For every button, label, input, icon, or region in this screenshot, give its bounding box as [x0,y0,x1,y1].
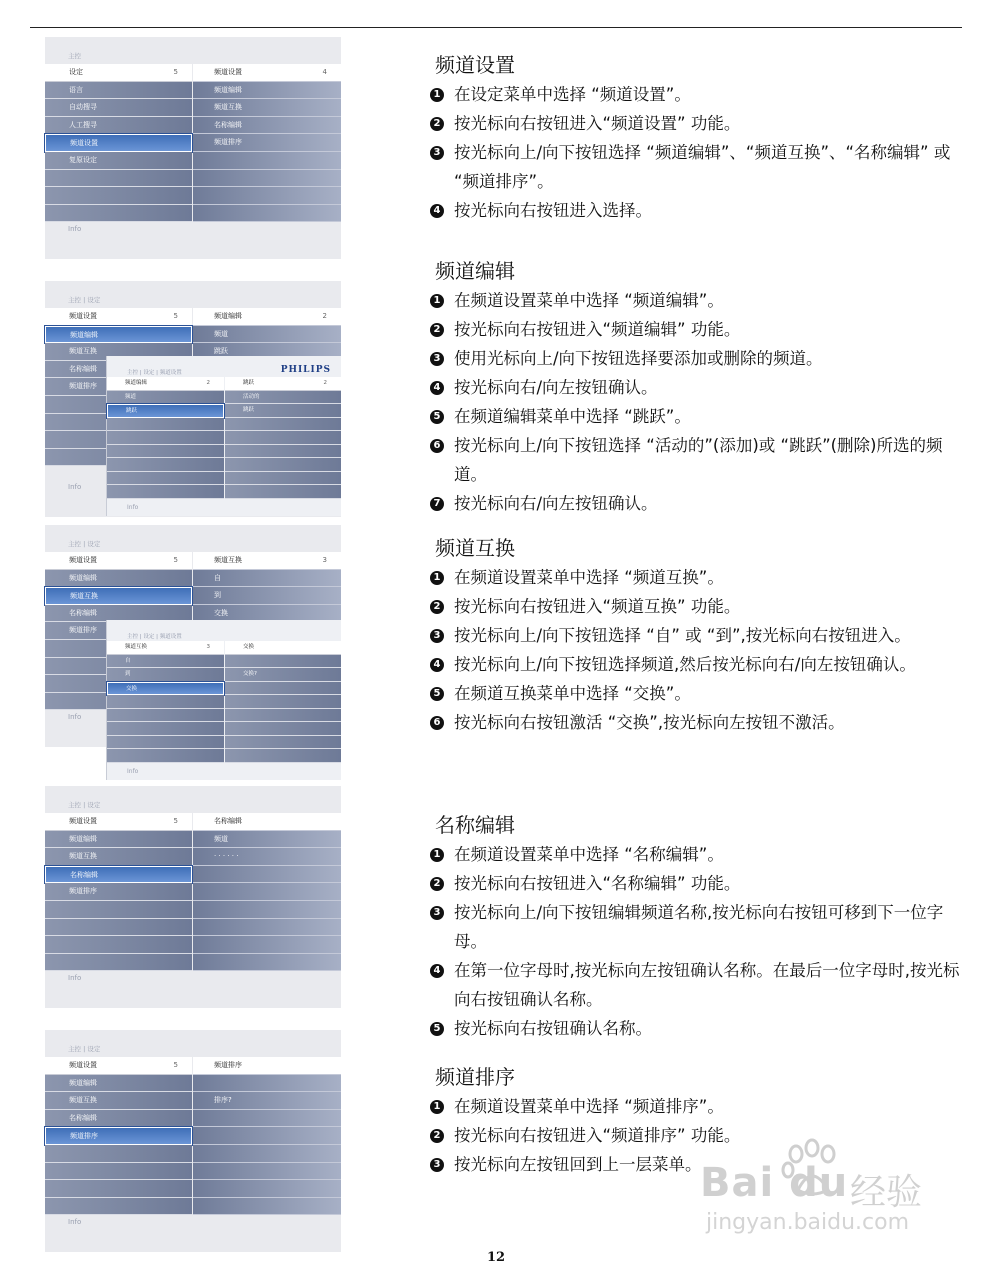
step-text: 按光标向右按钮进入“频道排序” 功能。 [454,1126,741,1145]
step-list [430,563,960,737]
menu-info-label: Info [68,974,82,982]
menu-item[interactable] [45,170,192,188]
step-text: 按光标向上/向下按钮选择频道,然后按光标向右/向左按钮确认。 [454,655,916,674]
step-text: 按光标向上/向下按钮选择 “频道编辑”、“频道互换”、“名称编辑” 或 “频道排序”。 [454,143,951,191]
overlay-info-label: Info [127,768,139,775]
menu-item[interactable]: 跳跃 [193,343,341,361]
menu-header [107,641,224,655]
right-menu-column [193,1057,341,1215]
overlay-breadcrumb: 主控 | 设定 | 频道设置 [127,634,182,640]
step-number-icon: 2 [430,323,444,337]
step-number-icon: 5 [430,687,444,701]
step-item [430,650,960,679]
step-number-icon: 1 [430,294,444,308]
step-text: 按光标向右按钮进入“名称编辑” 功能。 [454,874,741,893]
step-item [430,109,960,138]
step-number-icon: 1 [430,571,444,585]
step-number-icon: 1 [430,848,444,862]
instruction-section [430,533,960,737]
menu-item[interactable]: 频道 [107,391,224,405]
menu-header-count: 3 [322,556,327,564]
menu-header-title: 名称编辑 [214,817,242,825]
menu-info-label: Info [68,483,82,491]
menu-header-title: 交换 [243,644,255,650]
menu-item[interactable]: 频道排序 [45,883,192,901]
section-title: 频道排序 [435,1065,515,1089]
menu-item[interactable] [107,485,224,499]
step-number-icon: 3 [430,629,444,643]
menu-item[interactable]: 名称编辑 [193,117,341,135]
step-item [430,489,960,518]
step-text: 在频道设置菜单中选择 “频道互换”。 [454,568,724,587]
step-text: 使用光标向上/向下按钮选择要添加或删除的频道。 [454,349,823,368]
step-number-icon: 4 [430,658,444,672]
menu-item[interactable]: 频道排序 [45,622,192,640]
menu-header-title: 跳跃 [243,380,255,386]
menu-breadcrumb: 主控 [68,52,81,60]
menu-item-selected[interactable]: 频道互换 [45,587,192,605]
instruction-section [430,810,960,1043]
step-text: 在设定菜单中选择 “频道设置”。 [454,85,691,104]
menu-item[interactable] [193,187,341,205]
menu-header-title: 频道设置 [69,556,97,564]
right-menu-column [225,641,341,763]
menu-header-title: 频道编辑 [214,312,242,320]
tv-menu-screenshot [45,37,341,259]
menu-header [193,1057,341,1075]
step-number-icon: 6 [430,716,444,730]
tv-menu-screenshot [45,281,341,517]
step-item [430,956,960,1014]
menu-item[interactable]: 频道 [193,326,341,344]
section-title: 频道编辑 [435,259,515,283]
step-item [430,1014,960,1043]
step-item [430,840,960,869]
step-item [430,402,960,431]
step-item [430,315,960,344]
menu-item[interactable] [107,472,224,486]
step-item [430,898,960,956]
baidu-watermark [700,1140,940,1240]
menu-item[interactable] [225,749,341,763]
menu-item[interactable] [45,1198,192,1216]
step-text: 按光标向右按钮进入“频道编辑” 功能。 [454,320,741,339]
menu-item[interactable]: 活动的 [225,391,341,405]
menu-item[interactable] [193,1075,341,1093]
submenu-overlay [107,620,341,780]
menu-item[interactable]: 频道排序 [45,378,192,396]
menu-item[interactable] [225,458,341,472]
menu-info-label: Info [68,713,82,721]
menu-item[interactable]: 交换 [193,605,341,623]
instruction-section [430,50,960,225]
menu-header [225,641,341,655]
menu-item[interactable]: 自 [107,655,224,669]
step-text: 按光标向右按钮进入“频道设置” 功能。 [454,114,741,133]
menu-item[interactable] [193,205,341,223]
menu-item[interactable] [193,866,341,884]
step-number-icon: 5 [430,410,444,424]
menu-header [193,552,341,570]
menu-item[interactable] [193,883,341,901]
section-title: 频道设置 [435,53,515,77]
menu-item[interactable] [193,954,341,972]
step-item [430,286,960,315]
menu-item[interactable] [45,1145,192,1163]
menu-item[interactable]: 名称编辑 [45,605,192,623]
menu-item[interactable] [107,709,224,723]
menu-item[interactable] [193,1145,341,1163]
page-number: 12 [487,1250,506,1265]
step-text: 在频道编辑菜单中选择 “跳跃”。 [454,407,691,426]
tv-menu-screenshot [45,1030,341,1252]
tv-menu-screenshot [45,525,341,775]
step-text: 在频道设置菜单中选择 “频道排序”。 [454,1097,724,1116]
menu-item[interactable]: 频道编辑 [45,1075,192,1093]
step-item [430,563,960,592]
step-list [430,80,960,225]
step-text: 按光标向上/向下按钮选择 “活动的”(添加)或 “跳跃”(删除)所选的频道。 [454,436,943,484]
menu-header [193,64,341,82]
menu-item[interactable]: 排序? [193,1092,341,1110]
menu-item[interactable] [225,445,341,459]
menu-breadcrumb: 主控 | 设定 [68,540,101,548]
menu-item[interactable] [107,445,224,459]
step-number-icon: 2 [430,1129,444,1143]
menu-item[interactable] [193,1198,341,1216]
step-text: 在频道设置菜单中选择 “频道编辑”。 [454,291,724,310]
step-text: 按光标向上/向下按钮编辑频道名称,按光标向右按钮可移到下一位字母。 [454,903,944,951]
menu-header-count: 4 [322,68,327,76]
menu-item[interactable] [193,936,341,954]
menu-header [193,813,341,831]
menu-item[interactable] [193,1163,341,1181]
menu-item[interactable] [193,1180,341,1198]
step-item [430,1092,960,1121]
menu-item[interactable] [107,749,224,763]
menu-item[interactable] [45,936,192,954]
step-number-icon: 5 [430,1022,444,1036]
menu-item[interactable]: 频道互换 [45,343,192,361]
menu-item[interactable]: 到 [193,587,341,605]
step-text: 按光标向左按钮回到上一层菜单。 [454,1155,702,1174]
menu-item[interactable]: 自 [193,570,341,588]
step-item [430,869,960,898]
menu-header [45,813,192,831]
menu-header-title: 频道设置 [214,68,242,76]
menu-breadcrumb: 主控 | 设定 [68,801,101,809]
left-menu-column [107,377,224,499]
step-item [430,80,960,109]
menu-header-title: 频道互换 [125,644,148,650]
menu-item[interactable] [193,170,341,188]
menu-item-selected[interactable]: 跳跃 [107,404,224,418]
section-title: 频道互换 [435,536,515,560]
menu-item[interactable] [225,655,341,669]
menu-item[interactable]: 到 [107,668,224,682]
menu-header [193,308,341,326]
menu-item[interactable]: 频道编辑 [45,570,192,588]
step-text: 按光标向右按钮确认名称。 [454,1019,652,1038]
menu-header-title: 频道设置 [69,817,97,825]
right-menu-column [225,377,341,499]
step-number-icon: 7 [430,497,444,511]
step-number-icon: 3 [430,146,444,160]
watermark-logo-cn: 经验 [850,1172,923,1213]
menu-item[interactable]: 复原设定 [45,152,192,170]
menu-header-count: 2 [322,312,327,320]
menu-item[interactable] [225,472,341,486]
instruction-section [430,256,960,518]
menu-header-count: 2 [323,380,327,386]
step-number-icon: 4 [430,964,444,978]
left-menu-column [45,813,192,971]
left-menu-column [107,641,224,763]
menu-item[interactable] [107,695,224,709]
menu-header-count: 5 [173,817,178,825]
menu-item[interactable] [193,152,341,170]
menu-item[interactable]: 频道 [193,831,341,849]
menu-item[interactable] [45,187,192,205]
menu-info-label: Info [68,1218,82,1226]
step-text: 在第一位字母时,按光标向左按钮确认名称。在最后一位字母时,按光标向右按钮确认名称。 [454,961,960,1009]
step-number-icon: 4 [430,381,444,395]
menu-item[interactable]: 人工搜寻 [45,117,192,135]
step-text: 按光标向右/向左按钮确认。 [454,494,658,513]
step-number-icon: 2 [430,117,444,131]
menu-breadcrumb: 主控 | 设定 [68,296,101,304]
menu-item[interactable] [107,722,224,736]
right-menu-column [193,813,341,971]
menu-breadcrumb: 主控 | 设定 [68,1045,101,1053]
philips-logo: PHILIPS [280,365,331,375]
menu-header-count: 5 [173,1061,178,1069]
menu-header-count: 5 [173,556,178,564]
menu-item[interactable] [193,919,341,937]
menu-item-selected[interactable]: 交换 [107,682,224,696]
step-number-icon: 3 [430,352,444,366]
menu-item[interactable]: 跳跃 [225,404,341,418]
step-text: 按光标向右/向左按钮确认。 [454,378,658,397]
menu-item[interactable] [107,418,224,432]
menu-header-title: 频道设置 [69,1061,97,1069]
step-text: 按光标向上/向下按钮选择 “自” 或 “到”,按光标向右按钮进入。 [454,626,911,645]
menu-item[interactable]: 频道互换 [45,1092,192,1110]
menu-item[interactable] [193,901,341,919]
step-list [430,840,960,1043]
menu-item[interactable] [225,722,341,736]
step-number-icon: 6 [430,439,444,453]
menu-item[interactable] [193,1110,341,1128]
step-item [430,708,960,737]
menu-header-count: 2 [206,380,210,386]
menu-item[interactable]: 自动搜寻 [45,99,192,117]
menu-header-count: 5 [173,312,178,320]
step-item [430,621,960,650]
menu-item-selected[interactable]: 频道设置 [45,134,192,152]
step-list [430,286,960,518]
menu-info-label: Info [68,225,82,233]
menu-header [45,552,192,570]
step-item [430,431,960,489]
top-rule [30,27,962,28]
menu-item[interactable] [225,485,341,499]
menu-item[interactable] [45,954,192,972]
menu-item[interactable]: 语言 [45,82,192,100]
step-item [430,196,960,225]
step-number-icon: 1 [430,88,444,102]
step-number-icon: 4 [430,204,444,218]
step-item [430,679,960,708]
step-number-icon: 1 [430,1100,444,1114]
step-number-icon: 2 [430,600,444,614]
menu-item[interactable] [225,695,341,709]
step-item [430,344,960,373]
menu-item[interactable] [225,682,341,696]
step-text: 按光标向右按钮激活 “交换”,按光标向左按钮不激活。 [454,713,845,732]
step-text: 按光标向右按钮进入选择。 [454,201,652,220]
step-number-icon: 3 [430,906,444,920]
menu-header-count: 3 [206,644,210,650]
step-item [430,138,960,196]
menu-item[interactable] [45,1163,192,1181]
left-menu-column [45,1057,192,1215]
menu-item[interactable] [45,901,192,919]
menu-item[interactable] [45,919,192,937]
menu-item-selected[interactable]: 频道排序 [45,1127,192,1145]
menu-header-title: 频道设置 [69,312,97,320]
menu-item[interactable] [45,205,192,223]
menu-header-title: 频道排序 [214,1061,242,1069]
menu-item[interactable] [225,709,341,723]
menu-item[interactable] [107,431,224,445]
overlay-breadcrumb: 主控 | 设定 | 频道设置 [127,370,182,376]
menu-header-title: 设定 [69,68,83,76]
menu-header [45,1057,192,1075]
menu-item[interactable] [45,1180,192,1198]
menu-item-selected[interactable]: 名称编辑 [45,866,192,884]
menu-header [45,64,192,82]
step-item [430,373,960,402]
menu-header-title: 频道编辑 [125,380,148,386]
menu-header [225,377,341,391]
right-menu-column [193,64,341,222]
menu-item[interactable]: 频道编辑 [45,831,192,849]
menu-item[interactable] [107,736,224,750]
step-number-icon: 2 [430,877,444,891]
step-text: 按光标向右按钮进入“频道互换” 功能。 [454,597,741,616]
menu-header [45,308,192,326]
menu-item[interactable]: 频道排序 [193,134,341,152]
menu-header-count: 5 [173,68,178,76]
watermark-url: jingyan.baidu.com [706,1210,910,1235]
menu-item[interactable]: 频道编辑 [193,82,341,100]
menu-header [107,377,224,391]
step-text: 在频道设置菜单中选择 “名称编辑”。 [454,845,724,864]
menu-item[interactable]: · · · · · · [193,848,341,866]
menu-item[interactable]: 交换? [225,668,341,682]
menu-item[interactable] [225,418,341,432]
step-number-icon: 3 [430,1158,444,1172]
menu-item[interactable] [225,736,341,750]
menu-item[interactable]: 名称编辑 [45,1110,192,1128]
step-text: 在频道互换菜单中选择 “交换”。 [454,684,691,703]
menu-item[interactable] [107,458,224,472]
menu-item[interactable] [193,1127,341,1145]
menu-item[interactable]: 名称编辑 [45,361,192,379]
watermark-logo: Bai du [700,1160,849,1206]
overlay-info-label: Info [127,504,139,511]
section-title: 名称编辑 [435,813,515,837]
submenu-overlay [107,356,341,516]
tv-menu-screenshot [45,786,341,1008]
menu-item-selected[interactable]: 频道编辑 [45,326,192,344]
menu-item[interactable]: 频道互换 [45,848,192,866]
menu-item[interactable] [225,431,341,445]
step-item [430,592,960,621]
menu-header-title: 频道互换 [214,556,242,564]
menu-item[interactable]: 频道互换 [193,99,341,117]
left-menu-column [45,64,192,222]
